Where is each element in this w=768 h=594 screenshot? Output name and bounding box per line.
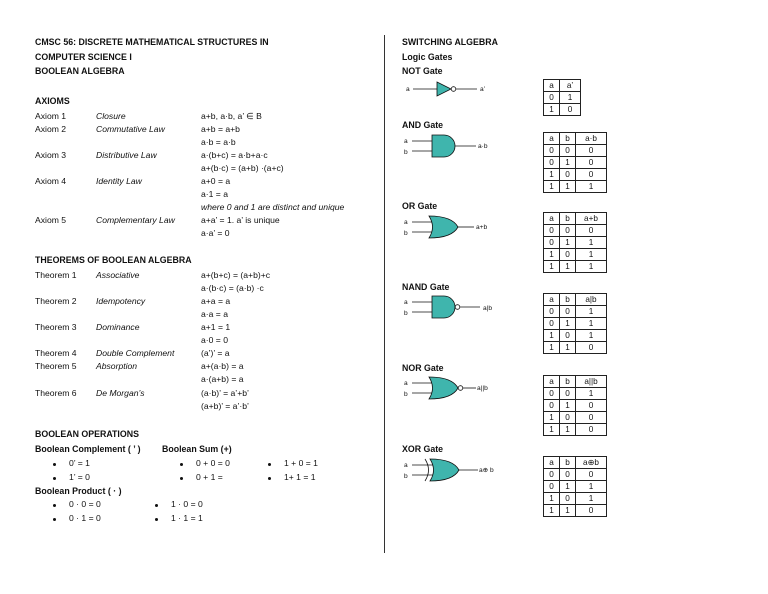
- or-truth-table: [543, 212, 607, 273]
- axiom-formula: a+(b·c) = (a+b) ·(a+c): [201, 163, 284, 173]
- table-cell: 0: [576, 469, 607, 481]
- table-row: [544, 225, 607, 237]
- axiom-id: Axiom 1: [35, 111, 67, 121]
- table-header: a: [544, 457, 560, 469]
- nand-gate-symbol: [412, 295, 487, 319]
- or-gate-symbol: [412, 215, 482, 239]
- logic-gates-subheading: Logic Gates: [402, 52, 453, 62]
- table-header-row: [544, 457, 607, 469]
- table-cell: 1: [576, 330, 607, 342]
- table-cell: 1: [576, 249, 607, 261]
- sum-item: 0 + 0 = 0: [196, 458, 230, 468]
- table-cell: 0: [544, 237, 560, 249]
- table-row: [544, 505, 607, 517]
- table-cell: 1: [544, 424, 560, 436]
- theorem-formula: (a+b)’ = a’·b’: [201, 401, 249, 411]
- axiom-formula: a+a’ = 1. a’ is unique: [201, 215, 280, 225]
- theorem-id: Theorem 1: [35, 270, 77, 280]
- axiom-formula: a+0 = a: [201, 176, 231, 186]
- axiom-id: Axiom 5: [35, 215, 67, 225]
- table-cell: 1: [544, 412, 560, 424]
- gate-input-label: b: [404, 473, 408, 480]
- table-cell: 0: [544, 92, 560, 104]
- bullet: [180, 463, 183, 466]
- table-header: b: [560, 213, 576, 225]
- and-gate-symbol: [412, 134, 482, 158]
- table-cell: 1: [560, 400, 576, 412]
- axiom-id: Axiom 2: [35, 124, 67, 134]
- theorem-formula: a+a = a: [201, 296, 231, 306]
- table-cell: 1: [544, 505, 560, 517]
- table-row: [544, 388, 607, 400]
- gate-input-label: b: [404, 149, 408, 156]
- bullet: [155, 518, 158, 521]
- axiom-formula: a+b = a+b: [201, 124, 240, 134]
- theorem-formula: (a·b)’ = a’+b’: [201, 388, 249, 398]
- table-cell: 1: [560, 92, 581, 104]
- theorem-formula: a+(a·b) = a: [201, 361, 244, 371]
- gate-input-label: b: [404, 230, 408, 237]
- gate-input-label: a: [404, 138, 408, 145]
- theorem-formula: a·a = a: [201, 309, 228, 319]
- axiom-formula: a·b = a·b: [201, 137, 236, 147]
- table-cell: 0: [560, 412, 576, 424]
- table-cell: 0: [576, 225, 607, 237]
- table-row: [544, 412, 607, 424]
- table-header-row: [544, 133, 607, 145]
- table-cell: 0: [560, 388, 576, 400]
- xor-gate-symbol: [412, 458, 487, 482]
- axiom-formula: a+b, a·b, a’ ∈ B: [201, 111, 262, 121]
- table-cell: 1: [544, 261, 560, 273]
- theorem-name: Idempotency: [96, 296, 146, 306]
- table-cell: 1: [544, 181, 560, 193]
- table-header-row: [544, 294, 607, 306]
- gate-output-label: a·b: [478, 143, 488, 150]
- table-cell: 0: [544, 145, 560, 157]
- and-truth-table: [543, 132, 607, 193]
- axiom-id: Axiom 3: [35, 150, 67, 160]
- table-cell: 0: [560, 169, 576, 181]
- axiom-name: Closure: [96, 111, 126, 121]
- gate-input-label: a: [404, 219, 408, 226]
- table-header-row: [544, 80, 581, 92]
- sum-item: 1+ 1 = 1: [284, 472, 316, 482]
- gate-input-label: a: [404, 462, 408, 469]
- table-cell: 0: [576, 342, 607, 354]
- table-row: [544, 493, 607, 505]
- table-row: [544, 469, 607, 481]
- operations-heading: BOOLEAN OPERATIONS: [35, 429, 139, 439]
- table-cell: 0: [560, 249, 576, 261]
- table-row: [544, 169, 607, 181]
- switching-heading: SWITCHING ALGEBRA: [402, 37, 498, 47]
- theorem-id: Theorem 2: [35, 296, 77, 306]
- theorem-formula: a+(b+c) = (a+b)+c: [201, 270, 271, 280]
- theorem-name: Double Complement: [96, 348, 175, 358]
- table-cell: 1: [560, 237, 576, 249]
- nand-truth-table: [543, 293, 607, 354]
- table-cell: 1: [576, 493, 607, 505]
- table-cell: 0: [576, 424, 607, 436]
- table-cell: 0: [576, 169, 607, 181]
- table-cell: 1: [544, 104, 560, 116]
- table-cell: 0: [560, 306, 576, 318]
- table-row: [544, 318, 607, 330]
- theorem-formula: (a’)’ = a: [201, 348, 230, 358]
- table-row: [544, 400, 607, 412]
- table-header: a: [544, 294, 560, 306]
- not-gate-symbol: [413, 80, 486, 98]
- complement-item: 0’ = 1: [69, 458, 90, 468]
- nor-gate-symbol: [412, 376, 487, 400]
- sum-item: 1 + 0 = 1: [284, 458, 318, 468]
- not-truth-table: [543, 79, 581, 116]
- table-header: a: [544, 80, 560, 92]
- table-row: [544, 145, 607, 157]
- table-cell: 1: [560, 481, 576, 493]
- table-cell: 1: [560, 318, 576, 330]
- table-cell: 1: [576, 261, 607, 273]
- bullet: [268, 477, 271, 480]
- axiom-formula: a·(b+c) = a·b+a·c: [201, 150, 268, 160]
- bullet: [268, 463, 271, 466]
- product-item: 1 · 0 = 0: [171, 499, 203, 509]
- gate-input-label: a: [404, 299, 408, 306]
- bullet: [53, 518, 56, 521]
- axiom-name: Complementary Law: [96, 215, 175, 225]
- table-cell: 1: [544, 169, 560, 181]
- table-header: a+b: [576, 213, 607, 225]
- table-cell: 1: [560, 157, 576, 169]
- table-cell: 0: [544, 400, 560, 412]
- axiom-note: where 0 and 1 are distinct and unique: [201, 202, 345, 212]
- gate-output-label: a|b: [483, 305, 493, 312]
- column-divider: [384, 35, 385, 553]
- table-cell: 0: [576, 505, 607, 517]
- table-header: a: [544, 213, 560, 225]
- theorems-heading: THEOREMS OF BOOLEAN ALGEBRA: [35, 255, 192, 265]
- theorem-formula: a+1 = 1: [201, 322, 231, 332]
- table-header-row: [544, 213, 607, 225]
- sum-item: 0 + 1 =: [196, 472, 223, 482]
- table-cell: 1: [560, 181, 576, 193]
- theorem-formula: a·0 = 0: [201, 335, 228, 345]
- table-header: a||b: [576, 376, 607, 388]
- table-cell: 0: [576, 412, 607, 424]
- gate-input-label: a: [406, 86, 410, 93]
- table-cell: 1: [560, 424, 576, 436]
- not-gate-title: NOT Gate: [402, 66, 443, 76]
- table-cell: 1: [576, 318, 607, 330]
- table-header: a’: [560, 80, 581, 92]
- gate-output-label: a||b: [477, 385, 488, 392]
- table-cell: 0: [576, 400, 607, 412]
- table-header-row: [544, 376, 607, 388]
- table-header: a⊕b: [576, 457, 607, 469]
- table-cell: 1: [576, 181, 607, 193]
- axiom-id: Axiom 4: [35, 176, 67, 186]
- axiom-formula: a·a’ = 0: [201, 228, 230, 238]
- table-cell: 0: [544, 157, 560, 169]
- table-cell: 1: [544, 493, 560, 505]
- complement-title: Boolean Complement ( ’ ): [35, 444, 141, 454]
- nor-truth-table: [543, 375, 607, 436]
- table-row: [544, 92, 581, 104]
- gate-output-label: a’: [480, 86, 486, 93]
- nor-gate-title: NOR Gate: [402, 363, 444, 373]
- table-cell: 0: [544, 469, 560, 481]
- theorem-name: Associative: [96, 270, 140, 280]
- table-header: a: [544, 133, 560, 145]
- table-cell: 1: [576, 237, 607, 249]
- table-cell: 1: [544, 330, 560, 342]
- table-header: a: [544, 376, 560, 388]
- table-row: [544, 181, 607, 193]
- table-cell: 1: [576, 388, 607, 400]
- table-row: [544, 306, 607, 318]
- gate-output-label: a+b: [476, 224, 488, 231]
- section-title: BOOLEAN ALGEBRA: [35, 66, 125, 76]
- or-gate-title: OR Gate: [402, 201, 438, 211]
- axiom-name: Commutative Law: [96, 124, 165, 134]
- table-header: b: [560, 294, 576, 306]
- gate-input-label: b: [404, 391, 408, 398]
- axiom-name: Distributive Law: [96, 150, 157, 160]
- table-cell: 0: [560, 225, 576, 237]
- table-cell: 0: [544, 306, 560, 318]
- table-cell: 0: [544, 481, 560, 493]
- complement-item: 1’ = 0: [69, 472, 90, 482]
- product-item: 1 · 1 = 1: [171, 513, 203, 523]
- bullet: [53, 477, 56, 480]
- table-cell: 0: [576, 145, 607, 157]
- table-cell: 0: [544, 225, 560, 237]
- gate-output-label: a⊕ b: [479, 467, 494, 474]
- table-header: a·b: [576, 133, 607, 145]
- theorem-formula: a·(a+b) = a: [201, 374, 244, 384]
- table-row: [544, 237, 607, 249]
- product-item: 0 · 1 = 0: [69, 513, 101, 523]
- course-title-line1: CMSC 56: DISCRETE MATHEMATICAL STRUCTURES IN: [35, 37, 269, 47]
- theorem-id: Theorem 6: [35, 388, 77, 398]
- axiom-name: Identity Law: [96, 176, 142, 186]
- table-cell: 1: [544, 249, 560, 261]
- and-gate-title: AND Gate: [402, 120, 444, 130]
- theorem-name: Absorption: [96, 361, 138, 371]
- table-row: [544, 424, 607, 436]
- table-row: [544, 249, 607, 261]
- bullet: [155, 504, 158, 507]
- theorem-formula: a·(b·c) = (a·b) ·c: [201, 283, 264, 293]
- table-cell: 0: [544, 318, 560, 330]
- course-title-line2: COMPUTER SCIENCE I: [35, 52, 132, 62]
- table-cell: 0: [560, 104, 581, 116]
- table-cell: 1: [560, 261, 576, 273]
- table-cell: 0: [560, 330, 576, 342]
- axiom-formula: a·1 = a: [201, 189, 228, 199]
- table-cell: 0: [560, 493, 576, 505]
- table-cell: 1: [544, 342, 560, 354]
- table-header: b: [560, 376, 576, 388]
- bullet: [53, 463, 56, 466]
- table-row: [544, 330, 607, 342]
- product-item: 0 · 0 = 0: [69, 499, 101, 509]
- theorem-name: De Morgan’s: [96, 388, 145, 398]
- table-cell: 0: [576, 157, 607, 169]
- bullet: [180, 477, 183, 480]
- sum-title: Boolean Sum (+): [162, 444, 232, 454]
- table-row: [544, 157, 607, 169]
- table-header: b: [560, 457, 576, 469]
- table-cell: 1: [576, 306, 607, 318]
- table-row: [544, 104, 581, 116]
- bullet: [53, 504, 56, 507]
- table-header: a|b: [576, 294, 607, 306]
- theorem-id: Theorem 4: [35, 348, 77, 358]
- table-header: b: [560, 133, 576, 145]
- xor-truth-table: [543, 456, 607, 517]
- table-cell: 1: [560, 505, 576, 517]
- table-cell: 0: [560, 469, 576, 481]
- table-cell: 0: [560, 145, 576, 157]
- table-cell: 1: [576, 481, 607, 493]
- gate-input-label: a: [404, 380, 408, 387]
- table-cell: 0: [544, 388, 560, 400]
- table-row: [544, 261, 607, 273]
- product-title: Boolean Product ( · ): [35, 486, 122, 496]
- table-row: [544, 342, 607, 354]
- table-row: [544, 481, 607, 493]
- xor-gate-title: XOR Gate: [402, 444, 444, 454]
- table-cell: 1: [560, 342, 576, 354]
- gate-input-label: b: [404, 310, 408, 317]
- theorem-id: Theorem 5: [35, 361, 77, 371]
- axioms-heading: AXIOMS: [35, 96, 70, 106]
- nand-gate-title: NAND Gate: [402, 282, 450, 292]
- theorem-name: Dominance: [96, 322, 140, 332]
- theorem-id: Theorem 3: [35, 322, 77, 332]
